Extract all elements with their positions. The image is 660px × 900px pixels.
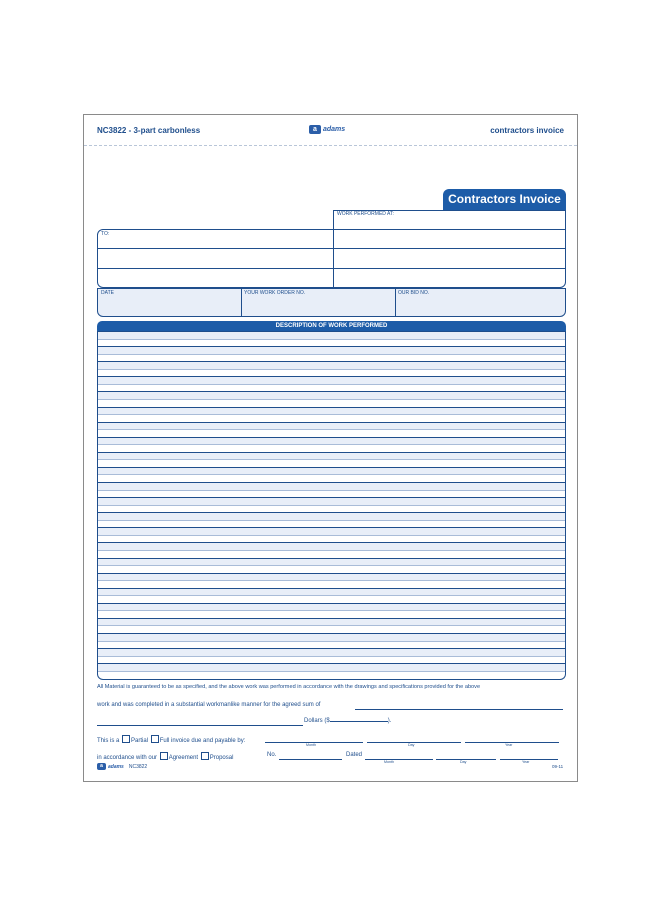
agreed-sum-line <box>355 709 563 710</box>
dated-month-line <box>365 759 433 760</box>
description-rule <box>98 595 565 596</box>
product-code: NC3822 - 3-part carbonless <box>97 126 201 135</box>
form-title: Contractors Invoice <box>443 189 566 210</box>
description-rule <box>98 580 565 581</box>
date-row <box>97 288 566 317</box>
dollars-words-line <box>97 725 303 726</box>
dollars-label <box>304 718 391 724</box>
due-day-caption: Day <box>408 743 415 747</box>
in-accordance-text: in accordance with our <box>97 755 158 761</box>
work-order-label: YOUR WORK ORDER NO. <box>244 290 306 296</box>
bid-no-label: OUR BID NO. <box>398 290 430 296</box>
invoice-type-row <box>97 735 245 744</box>
proposal-label: Proposal <box>209 755 234 761</box>
work-line <box>333 229 566 230</box>
work-performed-at-box <box>333 210 566 288</box>
brand-name: adams <box>323 126 346 133</box>
description-rule <box>98 535 565 536</box>
invoice-sheet <box>83 114 578 782</box>
dated-year-caption: Year <box>522 760 530 764</box>
footer-brand <box>97 763 147 770</box>
agreement-label: Agreement <box>168 755 199 761</box>
accordance-row <box>97 752 233 761</box>
description-rule <box>98 384 565 385</box>
completed-text: work and was completed in a substantial workmanlike manner for the agreed sum of <box>97 702 321 708</box>
description-area <box>97 331 566 680</box>
description-rule <box>98 474 565 475</box>
to-line <box>97 268 333 269</box>
to-label: TO: <box>101 231 110 237</box>
partial-checkbox[interactable] <box>122 735 130 743</box>
description-rule <box>98 625 565 626</box>
description-rule <box>98 565 565 566</box>
description-rule <box>98 550 565 551</box>
to-line <box>97 248 333 249</box>
description-rule <box>98 444 565 445</box>
dollars-text: Dollars ($ <box>304 718 330 724</box>
no-label: No. <box>267 752 277 758</box>
date-label: DATE <box>101 290 114 296</box>
description-rule <box>98 459 565 460</box>
description-rule <box>98 354 565 355</box>
brand-logo <box>309 125 345 134</box>
description-rule <box>98 369 565 370</box>
agreement-checkbox[interactable] <box>160 752 168 760</box>
description-rule <box>98 414 565 415</box>
proposal-checkbox[interactable] <box>201 752 209 760</box>
date-divider <box>241 288 242 317</box>
adams-logo-icon: a <box>97 763 106 770</box>
guarantee-text: All Material is guaranteed to be as specified, and the above work was performed in accordance with the drawings and specifications provided for the above <box>97 684 481 690</box>
description-rule <box>98 610 565 611</box>
dated-month-caption: Month <box>384 760 394 764</box>
description-rule <box>98 641 565 642</box>
description-rule <box>98 505 565 506</box>
full-invoice-label: Full invoice due and payable by: <box>159 738 246 744</box>
form-header <box>84 115 577 146</box>
adams-logo-icon: a <box>309 125 321 134</box>
description-rule <box>98 490 565 491</box>
description-rule <box>98 399 565 400</box>
no-line <box>279 759 342 760</box>
dollars-amount-line <box>330 721 388 722</box>
description-rule <box>98 656 565 657</box>
bid-divider <box>395 288 396 317</box>
description-rule <box>98 339 565 340</box>
description-rule <box>98 520 565 521</box>
dated-label: Dated <box>346 752 363 758</box>
due-year-caption: Year <box>505 743 513 747</box>
to-box <box>97 229 334 288</box>
version-code: 09-11 <box>552 764 564 769</box>
work-line <box>333 248 566 249</box>
full-invoice-checkbox[interactable] <box>151 735 159 743</box>
dollars-end: ). <box>387 718 392 724</box>
footer-brand-name: adams <box>108 763 124 770</box>
description-header: DESCRIPTION OF WORK PERFORMED <box>97 321 566 331</box>
partial-label: Partial <box>131 738 149 744</box>
description-rule <box>98 671 565 672</box>
description-rule <box>98 429 565 430</box>
product-name: contractors invoice <box>490 126 564 135</box>
footer-code: NC3822 <box>128 763 148 770</box>
this-is-a-text: This is a <box>97 738 120 744</box>
due-month-caption: Month <box>306 743 316 747</box>
work-performed-at-label: WORK PERFORMED AT: <box>337 211 394 217</box>
dated-day-caption: Day <box>460 760 467 764</box>
work-line <box>333 268 566 269</box>
